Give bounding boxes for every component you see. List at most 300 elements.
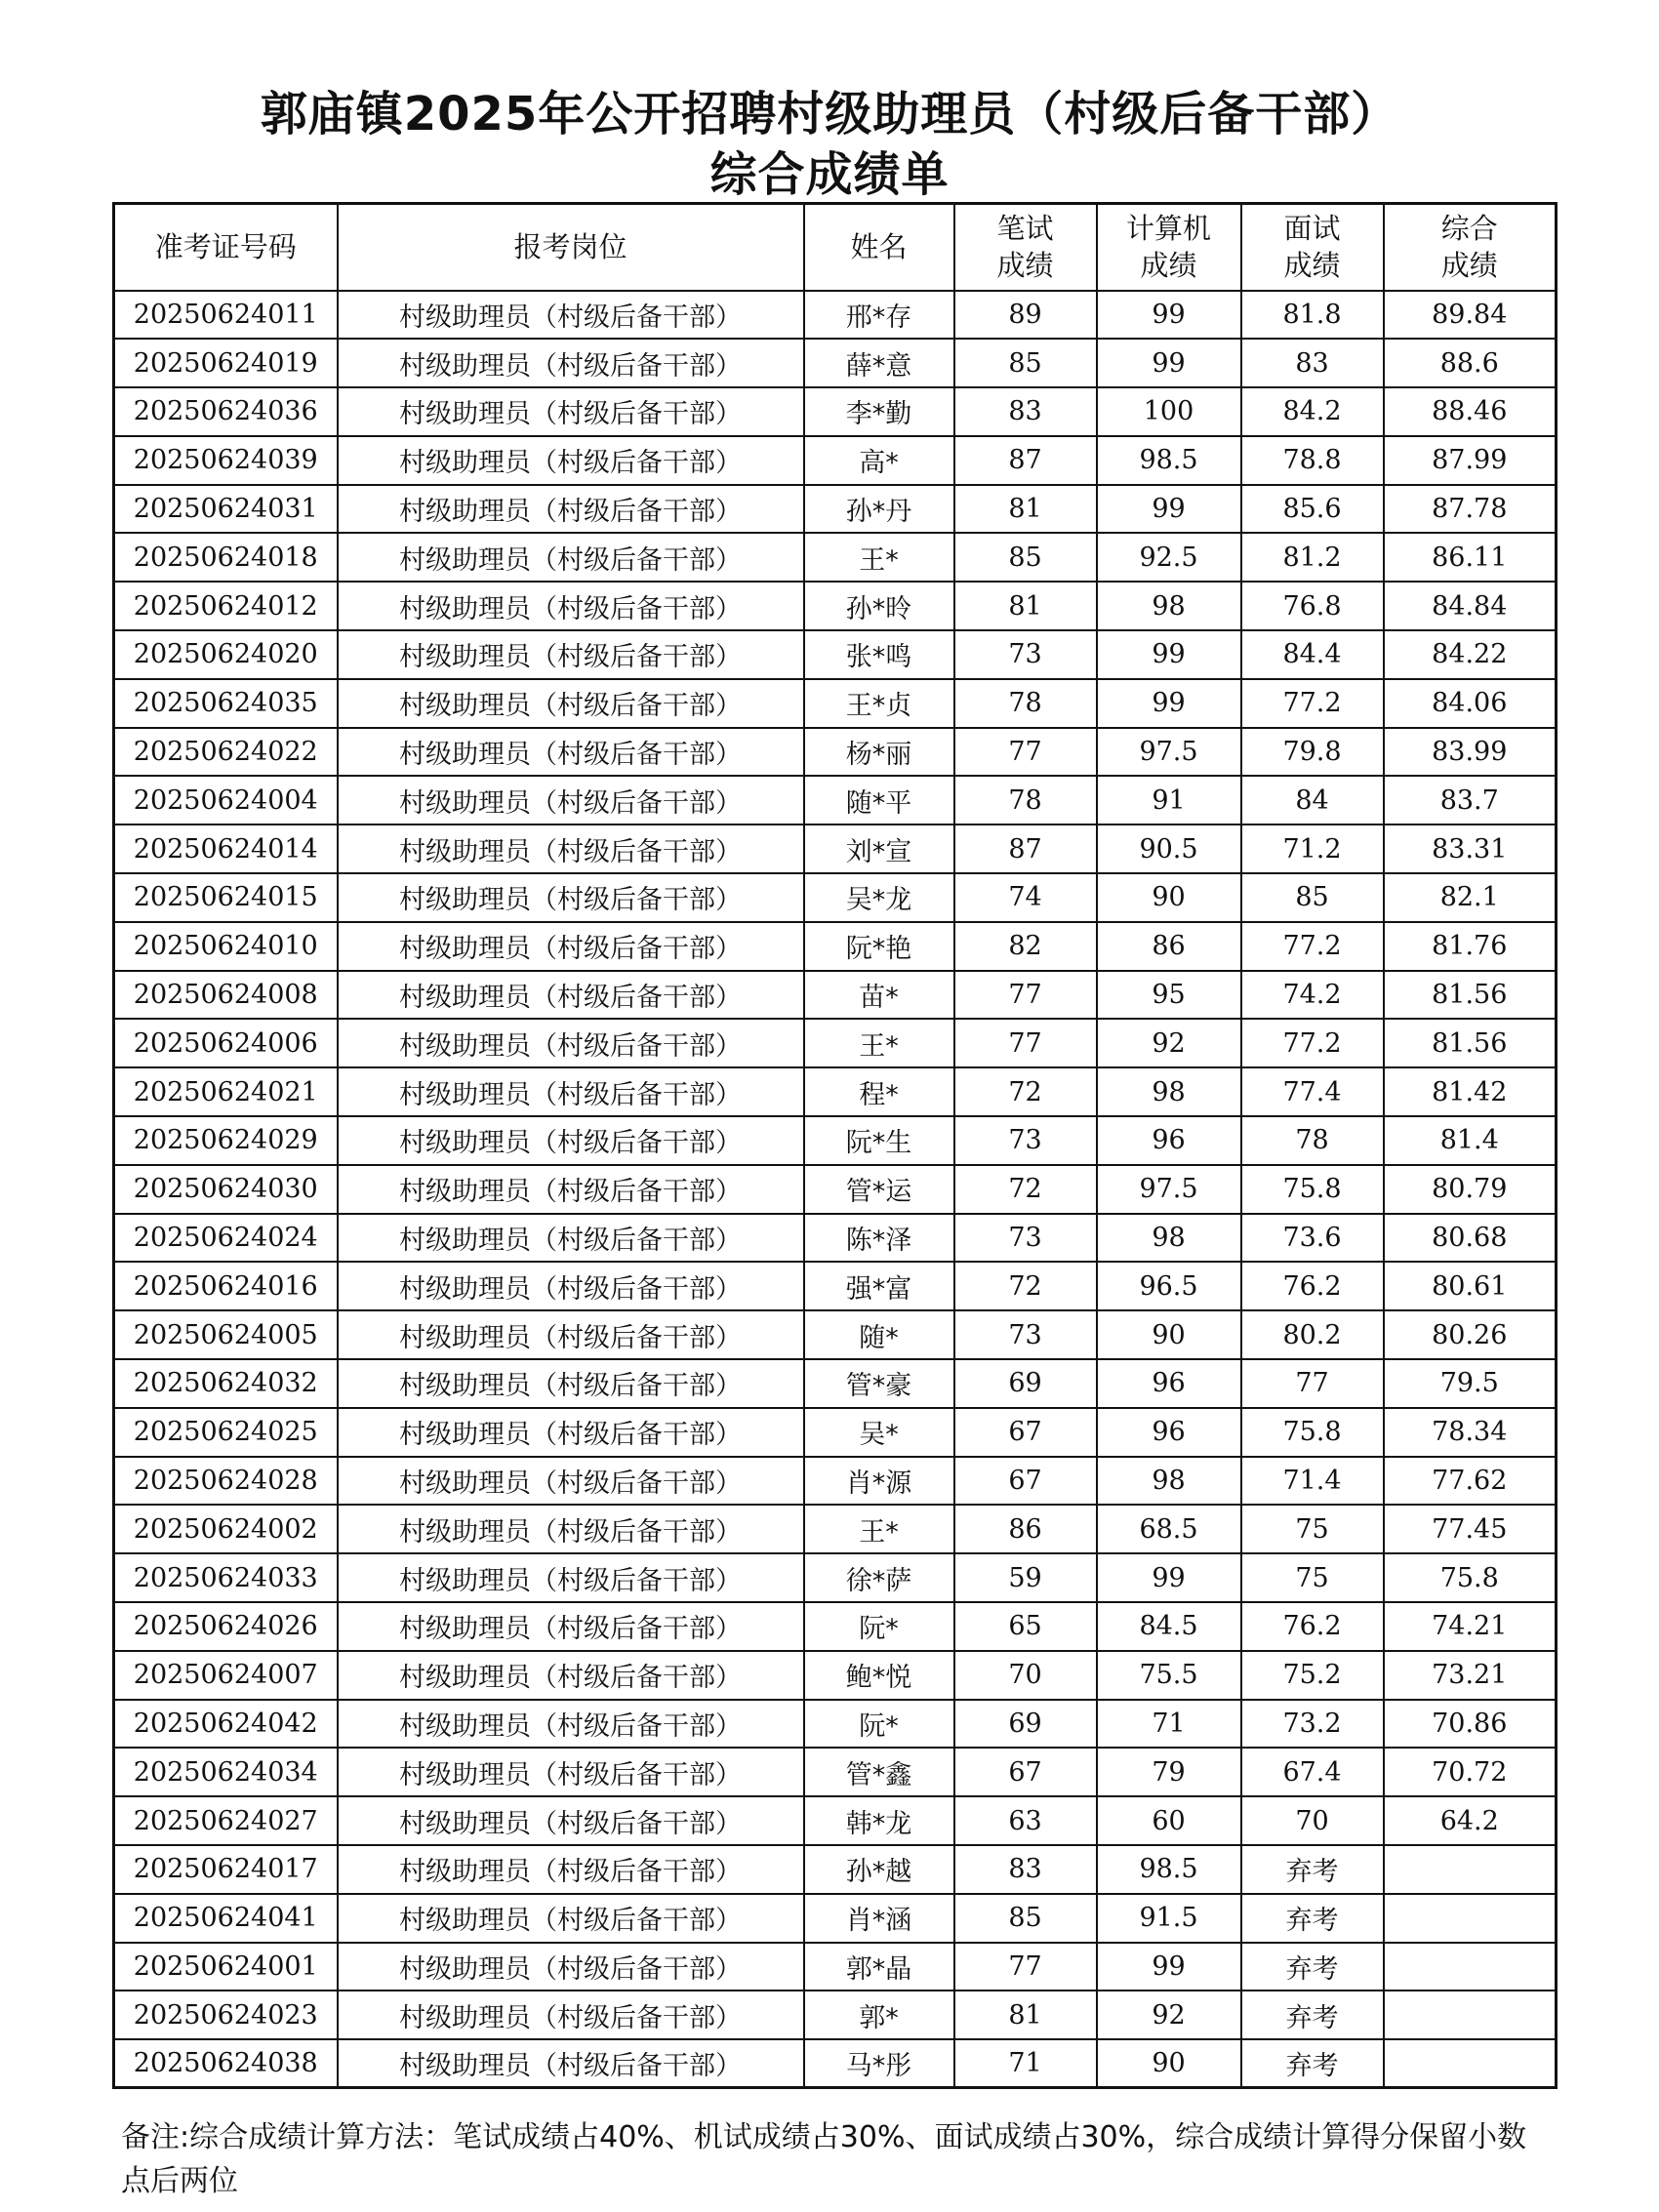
- header-written-line2: 成绩: [996, 249, 1054, 283]
- cell-written: 73: [954, 1310, 1097, 1359]
- cell-interview: 75.8: [1241, 1165, 1384, 1214]
- cell-position: 村级助理员（村级后备干部）: [338, 485, 804, 534]
- cell-id: 20250624005: [114, 1310, 338, 1359]
- cell-interview: 77.2: [1241, 922, 1384, 971]
- cell-interview: 77: [1241, 1359, 1384, 1408]
- table-row: [114, 776, 1557, 824]
- table-header-row: [114, 204, 1557, 291]
- cell-computer: 92: [1097, 1019, 1241, 1067]
- cell-computer: 99: [1097, 679, 1241, 728]
- cell-position: 村级助理员（村级后备干部）: [338, 1845, 804, 1894]
- cell-position: 村级助理员（村级后备干部）: [338, 776, 804, 824]
- cell-total: 83.7: [1384, 776, 1557, 824]
- table-row: [114, 824, 1557, 873]
- cell-position: 村级助理员（村级后备干部）: [338, 1067, 804, 1116]
- cell-written: 78: [954, 776, 1097, 824]
- cell-name: 郭*: [804, 1991, 954, 2039]
- header-computer-line2: 成绩: [1140, 249, 1197, 283]
- cell-total: 80.79: [1384, 1165, 1557, 1214]
- header-id: 准考证号码: [114, 204, 338, 291]
- cell-name: 吴*: [804, 1408, 954, 1457]
- cell-total: 84.06: [1384, 679, 1557, 728]
- cell-interview: 70: [1241, 1796, 1384, 1845]
- cell-id: 20250624032: [114, 1359, 338, 1408]
- cell-name: 管*鑫: [804, 1748, 954, 1796]
- cell-total: [1384, 1845, 1557, 1894]
- table-row: [114, 533, 1557, 582]
- cell-interview: 弃考: [1241, 1845, 1384, 1894]
- cell-id: 20250624036: [114, 387, 338, 436]
- cell-total: 80.26: [1384, 1310, 1557, 1359]
- cell-name: 阮*艳: [804, 922, 954, 971]
- table-row: [114, 1262, 1557, 1310]
- cell-id: 20250624015: [114, 873, 338, 922]
- cell-interview: 71.4: [1241, 1457, 1384, 1506]
- cell-written: 67: [954, 1457, 1097, 1506]
- header-computer: [1097, 204, 1241, 291]
- cell-written: 83: [954, 1845, 1097, 1894]
- cell-position: 村级助理员（村级后备干部）: [338, 2039, 804, 2088]
- cell-name: 薛*意: [804, 339, 954, 387]
- cell-id: 20250624024: [114, 1214, 338, 1263]
- header-interview-line2: 成绩: [1283, 249, 1341, 283]
- cell-written: 72: [954, 1262, 1097, 1310]
- cell-written: 70: [954, 1651, 1097, 1700]
- table-row: [114, 1408, 1557, 1457]
- header-total: [1384, 204, 1557, 291]
- cell-written: 73: [954, 1116, 1097, 1165]
- table-row: [114, 1943, 1557, 1991]
- header-interview-line1: 面试: [1283, 212, 1341, 246]
- cell-written: 83: [954, 387, 1097, 436]
- cell-name: 吴*龙: [804, 873, 954, 922]
- cell-name: 王*: [804, 533, 954, 582]
- cell-total: [1384, 2039, 1557, 2088]
- cell-position: 村级助理员（村级后备干部）: [338, 1505, 804, 1553]
- cell-name: 孙*昤: [804, 582, 954, 630]
- cell-total: 70.86: [1384, 1700, 1557, 1749]
- table-row: [114, 1359, 1557, 1408]
- cell-total: 81.56: [1384, 971, 1557, 1020]
- cell-id: 20250624016: [114, 1262, 338, 1310]
- header-computer-line1: 计算机: [1125, 212, 1211, 246]
- cell-position: 村级助理员（村级后备干部）: [338, 1796, 804, 1845]
- cell-computer: 96: [1097, 1116, 1241, 1165]
- cell-computer: 91.5: [1097, 1894, 1241, 1943]
- cell-position: 村级助理员（村级后备干部）: [338, 1019, 804, 1067]
- cell-interview: 76.8: [1241, 582, 1384, 630]
- table-row: [114, 1700, 1557, 1749]
- page-subtitle: 综合成绩单: [709, 147, 950, 202]
- cell-interview: 78.8: [1241, 436, 1384, 485]
- cell-computer: 97.5: [1097, 728, 1241, 777]
- table-row: [114, 485, 1557, 534]
- cell-interview: 76.2: [1241, 1262, 1384, 1310]
- cell-total: 82.1: [1384, 873, 1557, 922]
- cell-computer: 60: [1097, 1796, 1241, 1845]
- cell-interview: 弃考: [1241, 1894, 1384, 1943]
- cell-computer: 96: [1097, 1359, 1241, 1408]
- table-row: [114, 1310, 1557, 1359]
- cell-written: 87: [954, 436, 1097, 485]
- cell-position: 村级助理员（村级后备干部）: [338, 1700, 804, 1749]
- cell-name: 随*: [804, 1310, 954, 1359]
- cell-position: 村级助理员（村级后备干部）: [338, 387, 804, 436]
- cell-total: 81.4: [1384, 1116, 1557, 1165]
- cell-written: 77: [954, 1019, 1097, 1067]
- cell-id: 20250624002: [114, 1505, 338, 1553]
- cell-written: 85: [954, 1894, 1097, 1943]
- cell-position: 村级助理员（村级后备干部）: [338, 1262, 804, 1310]
- cell-id: 20250624028: [114, 1457, 338, 1506]
- header-name: 姓名: [804, 204, 954, 291]
- cell-id: 20250624020: [114, 630, 338, 679]
- table-row: [114, 291, 1557, 340]
- cell-id: 20250624027: [114, 1796, 338, 1845]
- cell-id: 20250624026: [114, 1602, 338, 1651]
- cell-written: 63: [954, 1796, 1097, 1845]
- cell-position: 村级助理员（村级后备干部）: [338, 1651, 804, 1700]
- cell-position: 村级助理员（村级后备干部）: [338, 873, 804, 922]
- cell-computer: 92: [1097, 1991, 1241, 2039]
- cell-interview: 75: [1241, 1505, 1384, 1553]
- cell-computer: 90: [1097, 1310, 1241, 1359]
- cell-id: 20250624029: [114, 1116, 338, 1165]
- cell-name: 阮*生: [804, 1116, 954, 1165]
- cell-name: 管*运: [804, 1165, 954, 1214]
- cell-id: 20250624012: [114, 582, 338, 630]
- table-row: [114, 582, 1557, 630]
- cell-computer: 75.5: [1097, 1651, 1241, 1700]
- cell-interview: 84: [1241, 776, 1384, 824]
- cell-total: 79.5: [1384, 1359, 1557, 1408]
- cell-name: 徐*萨: [804, 1553, 954, 1602]
- cell-total: 83.31: [1384, 824, 1557, 873]
- cell-position: 村级助理员（村级后备干部）: [338, 922, 804, 971]
- cell-name: 随*平: [804, 776, 954, 824]
- table-row: [114, 1553, 1557, 1602]
- cell-position: 村级助理员（村级后备干部）: [338, 339, 804, 387]
- cell-interview: 75.8: [1241, 1408, 1384, 1457]
- cell-interview: 80.2: [1241, 1310, 1384, 1359]
- cell-interview: 77.2: [1241, 679, 1384, 728]
- cell-written: 85: [954, 533, 1097, 582]
- cell-position: 村级助理员（村级后备干部）: [338, 728, 804, 777]
- header-written-line1: 笔试: [996, 212, 1054, 246]
- cell-position: 村级助理员（村级后备干部）: [338, 582, 804, 630]
- cell-name: 邢*存: [804, 291, 954, 340]
- cell-id: 20250624041: [114, 1894, 338, 1943]
- table-row: [114, 1651, 1557, 1700]
- table-row: [114, 1796, 1557, 1845]
- cell-interview: 79.8: [1241, 728, 1384, 777]
- table-row: [114, 1748, 1557, 1796]
- cell-written: 69: [954, 1700, 1097, 1749]
- cell-total: 74.21: [1384, 1602, 1557, 1651]
- cell-computer: 98: [1097, 582, 1241, 630]
- cell-name: 李*勤: [804, 387, 954, 436]
- cell-position: 村级助理员（村级后备干部）: [338, 1310, 804, 1359]
- cell-position: 村级助理员（村级后备干部）: [338, 1894, 804, 1943]
- cell-name: 程*: [804, 1067, 954, 1116]
- table-row: [114, 1165, 1557, 1214]
- cell-id: 20250624034: [114, 1748, 338, 1796]
- cell-interview: 75: [1241, 1553, 1384, 1602]
- cell-name: 王*: [804, 1019, 954, 1067]
- cell-computer: 71: [1097, 1700, 1241, 1749]
- cell-interview: 弃考: [1241, 1991, 1384, 2039]
- cell-computer: 90: [1097, 873, 1241, 922]
- cell-interview: 弃考: [1241, 1943, 1384, 1991]
- cell-id: 20250624030: [114, 1165, 338, 1214]
- cell-written: 73: [954, 630, 1097, 679]
- table-row: [114, 1214, 1557, 1263]
- cell-written: 89: [954, 291, 1097, 340]
- cell-computer: 98: [1097, 1457, 1241, 1506]
- cell-position: 村级助理员（村级后备干部）: [338, 1408, 804, 1457]
- cell-total: 77.45: [1384, 1505, 1557, 1553]
- cell-total: 73.21: [1384, 1651, 1557, 1700]
- cell-id: 20250624021: [114, 1067, 338, 1116]
- table-row: [114, 339, 1557, 387]
- cell-id: 20250624031: [114, 485, 338, 534]
- cell-written: 87: [954, 824, 1097, 873]
- cell-total: 83.99: [1384, 728, 1557, 777]
- cell-id: 20250624008: [114, 971, 338, 1020]
- cell-interview: 85.6: [1241, 485, 1384, 534]
- cell-name: 王*: [804, 1505, 954, 1553]
- cell-total: 89.84: [1384, 291, 1557, 340]
- cell-total: 81.76: [1384, 922, 1557, 971]
- cell-id: 20250624010: [114, 922, 338, 971]
- cell-position: 村级助理员（村级后备干部）: [338, 1748, 804, 1796]
- cell-written: 73: [954, 1214, 1097, 1263]
- cell-interview: 77.4: [1241, 1067, 1384, 1116]
- cell-total: 84.84: [1384, 582, 1557, 630]
- cell-name: 管*豪: [804, 1359, 954, 1408]
- cell-total: 70.72: [1384, 1748, 1557, 1796]
- cell-computer: 92.5: [1097, 533, 1241, 582]
- cell-name: 肖*涵: [804, 1894, 954, 1943]
- cell-written: 77: [954, 728, 1097, 777]
- cell-computer: 98: [1097, 1214, 1241, 1263]
- table-row: [114, 679, 1557, 728]
- cell-name: 阮*: [804, 1700, 954, 1749]
- cell-computer: 100: [1097, 387, 1241, 436]
- cell-position: 村级助理员（村级后备干部）: [338, 1116, 804, 1165]
- cell-name: 高*: [804, 436, 954, 485]
- cell-name: 陈*泽: [804, 1214, 954, 1263]
- table-row: [114, 2039, 1557, 2088]
- cell-interview: 73.2: [1241, 1700, 1384, 1749]
- cell-written: 71: [954, 2039, 1097, 2088]
- cell-id: 20250624007: [114, 1651, 338, 1700]
- cell-computer: 79: [1097, 1748, 1241, 1796]
- cell-position: 村级助理员（村级后备干部）: [338, 971, 804, 1020]
- table-row: [114, 436, 1557, 485]
- table-row: [114, 1116, 1557, 1165]
- cell-id: 20250624038: [114, 2039, 338, 2088]
- header-total-line2: 成绩: [1440, 249, 1498, 283]
- cell-interview: 81.8: [1241, 291, 1384, 340]
- cell-name: 马*彤: [804, 2039, 954, 2088]
- table-row: [114, 1991, 1557, 2039]
- cell-interview: 84.2: [1241, 387, 1384, 436]
- cell-total: 80.61: [1384, 1262, 1557, 1310]
- cell-computer: 96.5: [1097, 1262, 1241, 1310]
- cell-name: 韩*龙: [804, 1796, 954, 1845]
- cell-id: 20250624011: [114, 291, 338, 340]
- cell-written: 81: [954, 485, 1097, 534]
- cell-name: 孙*越: [804, 1845, 954, 1894]
- cell-id: 20250624039: [114, 436, 338, 485]
- cell-written: 81: [954, 582, 1097, 630]
- cell-computer: 91: [1097, 776, 1241, 824]
- cell-interview: 76.2: [1241, 1602, 1384, 1651]
- table-row: [114, 1894, 1557, 1943]
- cell-total: 78.34: [1384, 1408, 1557, 1457]
- cell-total: 81.56: [1384, 1019, 1557, 1067]
- cell-total: 87.99: [1384, 436, 1557, 485]
- cell-id: 20250624022: [114, 728, 338, 777]
- cell-name: 苗*: [804, 971, 954, 1020]
- cell-name: 刘*宣: [804, 824, 954, 873]
- table-row: [114, 1505, 1557, 1553]
- cell-name: 阮*: [804, 1602, 954, 1651]
- cell-computer: 86: [1097, 922, 1241, 971]
- cell-id: 20250624033: [114, 1553, 338, 1602]
- cell-id: 20250624006: [114, 1019, 338, 1067]
- cell-total: 80.68: [1384, 1214, 1557, 1263]
- header-written: [954, 204, 1097, 291]
- cell-name: 郭*晶: [804, 1943, 954, 1991]
- table-row: [114, 728, 1557, 777]
- cell-computer: 99: [1097, 1943, 1241, 1991]
- page-title: 郭庙镇2025年公开招聘村级助理员（村级后备干部）: [260, 87, 1399, 141]
- cell-id: 20250624004: [114, 776, 338, 824]
- cell-id: 20250624025: [114, 1408, 338, 1457]
- cell-written: 74: [954, 873, 1097, 922]
- cell-written: 77: [954, 971, 1097, 1020]
- cell-written: 81: [954, 1991, 1097, 2039]
- cell-position: 村级助理员（村级后备干部）: [338, 630, 804, 679]
- header-total-line1: 综合: [1440, 212, 1498, 246]
- cell-written: 67: [954, 1408, 1097, 1457]
- cell-total: 86.11: [1384, 533, 1557, 582]
- cell-id: 20250624017: [114, 1845, 338, 1894]
- cell-total: 64.2: [1384, 1796, 1557, 1845]
- cell-interview: 81.2: [1241, 533, 1384, 582]
- cell-computer: 99: [1097, 291, 1241, 340]
- cell-computer: 95: [1097, 971, 1241, 1020]
- cell-id: 20250624001: [114, 1943, 338, 1991]
- cell-id: 20250624035: [114, 679, 338, 728]
- cell-position: 村级助理员（村级后备干部）: [338, 436, 804, 485]
- cell-total: 87.78: [1384, 485, 1557, 534]
- cell-computer: 99: [1097, 339, 1241, 387]
- footnote: 备注:综合成绩计算方法：笔试成绩占40%、机试成绩占30%、面试成绩占30%，综合成绩计算得分保留小数点后两位: [121, 2120, 1527, 2198]
- cell-computer: 90: [1097, 2039, 1241, 2088]
- cell-position: 村级助理员（村级后备干部）: [338, 1165, 804, 1214]
- cell-interview: 84.4: [1241, 630, 1384, 679]
- cell-position: 村级助理员（村级后备干部）: [338, 1943, 804, 1991]
- header-position: 报考岗位: [338, 204, 804, 291]
- cell-written: 67: [954, 1748, 1097, 1796]
- cell-computer: 99: [1097, 485, 1241, 534]
- table-row: [114, 1602, 1557, 1651]
- cell-total: [1384, 1991, 1557, 2039]
- cell-computer: 98.5: [1097, 1845, 1241, 1894]
- cell-total: 88.6: [1384, 339, 1557, 387]
- cell-computer: 96: [1097, 1408, 1241, 1457]
- cell-id: 20250624023: [114, 1991, 338, 2039]
- table-row: [114, 1067, 1557, 1116]
- cell-id: 20250624019: [114, 339, 338, 387]
- cell-computer: 98.5: [1097, 436, 1241, 485]
- cell-computer: 68.5: [1097, 1505, 1241, 1553]
- cell-computer: 90.5: [1097, 824, 1241, 873]
- cell-interview: 85: [1241, 873, 1384, 922]
- cell-position: 村级助理员（村级后备干部）: [338, 1359, 804, 1408]
- cell-name: 鲍*悦: [804, 1651, 954, 1700]
- cell-interview: 67.4: [1241, 1748, 1384, 1796]
- table-row: [114, 630, 1557, 679]
- cell-interview: 77.2: [1241, 1019, 1384, 1067]
- cell-written: 82: [954, 922, 1097, 971]
- cell-computer: 99: [1097, 1553, 1241, 1602]
- cell-name: 孙*丹: [804, 485, 954, 534]
- cell-total: 88.46: [1384, 387, 1557, 436]
- cell-position: 村级助理员（村级后备干部）: [338, 1602, 804, 1651]
- table-row: [114, 922, 1557, 971]
- cell-interview: 71.2: [1241, 824, 1384, 873]
- cell-written: 72: [954, 1165, 1097, 1214]
- table-row: [114, 1019, 1557, 1067]
- cell-interview: 83: [1241, 339, 1384, 387]
- cell-computer: 97.5: [1097, 1165, 1241, 1214]
- cell-position: 村级助理员（村级后备干部）: [338, 1991, 804, 2039]
- cell-id: 20250624014: [114, 824, 338, 873]
- cell-name: 肖*源: [804, 1457, 954, 1506]
- cell-id: 20250624018: [114, 533, 338, 582]
- cell-position: 村级助理员（村级后备干部）: [338, 291, 804, 340]
- cell-position: 村级助理员（村级后备干部）: [338, 1457, 804, 1506]
- cell-name: 王*贞: [804, 679, 954, 728]
- table-body: [114, 291, 1557, 2088]
- score-table: [112, 202, 1558, 2089]
- cell-total: 81.42: [1384, 1067, 1557, 1116]
- cell-total: 77.62: [1384, 1457, 1557, 1506]
- cell-name: 强*富: [804, 1262, 954, 1310]
- cell-written: 77: [954, 1943, 1097, 1991]
- cell-position: 村级助理员（村级后备干部）: [338, 1553, 804, 1602]
- cell-written: 59: [954, 1553, 1097, 1602]
- cell-interview: 78: [1241, 1116, 1384, 1165]
- cell-written: 72: [954, 1067, 1097, 1116]
- cell-computer: 84.5: [1097, 1602, 1241, 1651]
- cell-written: 78: [954, 679, 1097, 728]
- cell-total: 75.8: [1384, 1553, 1557, 1602]
- cell-computer: 99: [1097, 630, 1241, 679]
- cell-interview: 弃考: [1241, 2039, 1384, 2088]
- cell-position: 村级助理员（村级后备干部）: [338, 1214, 804, 1263]
- cell-total: 84.22: [1384, 630, 1557, 679]
- cell-position: 村级助理员（村级后备干部）: [338, 533, 804, 582]
- cell-total: [1384, 1894, 1557, 1943]
- table-row: [114, 873, 1557, 922]
- table-row: [114, 1845, 1557, 1894]
- cell-written: 65: [954, 1602, 1097, 1651]
